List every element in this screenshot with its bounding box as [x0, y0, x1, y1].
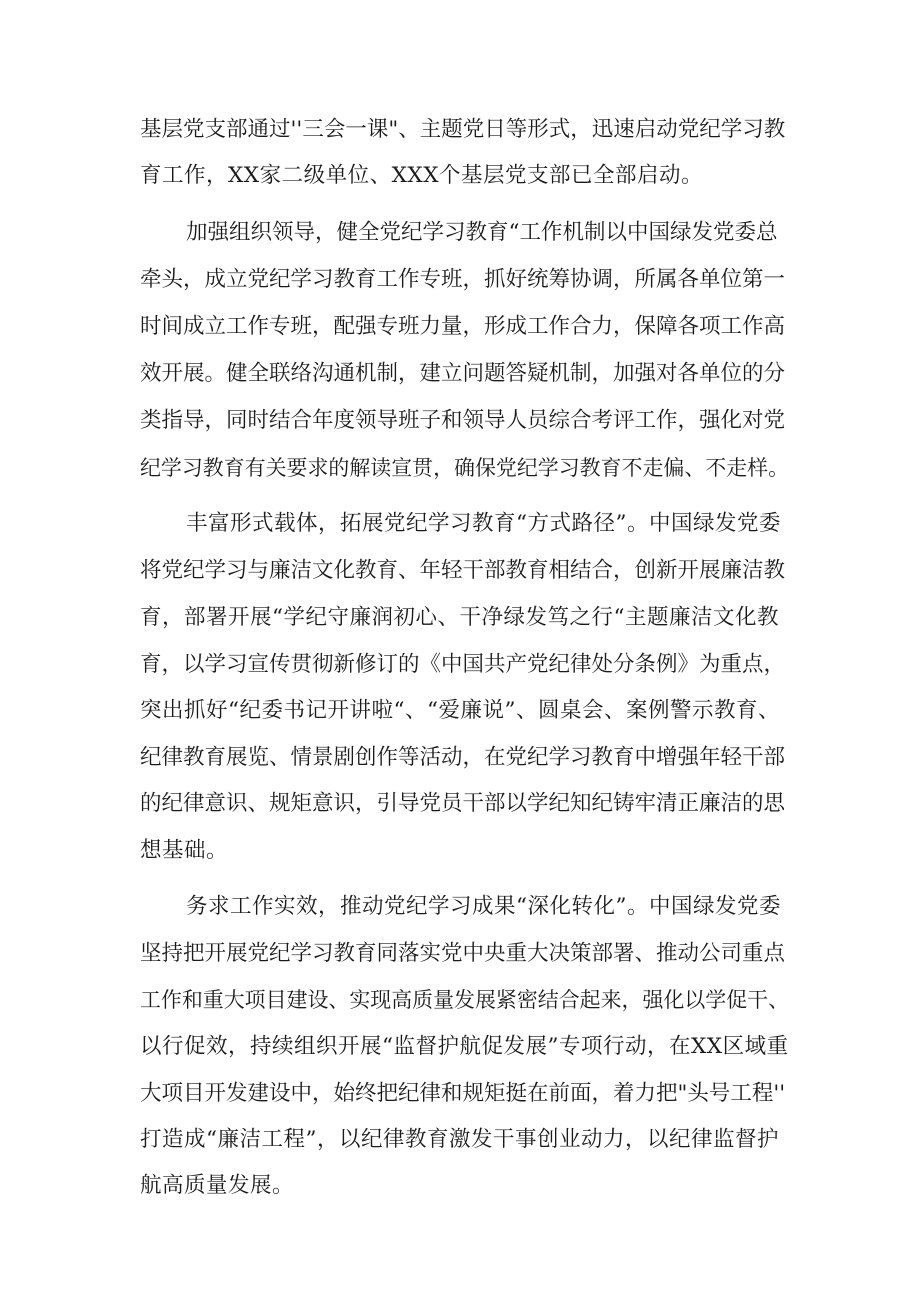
paragraph-4-line-5: 大项目开发建设中，始终把纪律和规矩挺在前面，着力把"头号工程'': [140, 1081, 786, 1106]
paragraph-4-line-3: 工作和重大项目建设、实现高质量发展紧密结合起来，强化以学促干、: [140, 988, 790, 1012]
paragraph-2-line-5: 类指导，同时结合年度领导班子和领导人员综合考评工作，强化对党: [140, 408, 786, 433]
paragraph-4-line-7: 航高质量发展。: [140, 1173, 295, 1198]
paragraph-4-line-6: 打造成“廉洁工程”，以纪律教育激发干事创业动力，以纪律监督护: [140, 1127, 779, 1152]
paragraph-3-line-1: 丰富形式载体，拓展党纪学习教育“方式路径”。中国绿发党委: [186, 511, 781, 536]
paragraph-2-line-4: 效开展。健全联络沟通机制，建立问题答疑机制，加强对各单位的分: [140, 361, 786, 386]
paragraph-3-line-2: 将党纪学习与廉洁文化教育、年轻干部教育相结合，创新开展廉洁教: [140, 558, 786, 583]
paragraph-2-line-3: 时间成立工作专班，配强专班力量，形成工作合力，保障各项工作高: [140, 314, 786, 339]
paragraph-4-line-4: 以行促效，持续组织开展“监督护航促发展”专项行动，在XX区域重: [140, 1034, 789, 1059]
paragraph-4-line-2: 坚持把开展党纪学习教育同落实党中央重大决策部署、推动公司重点: [140, 941, 786, 966]
paragraph-3-line-4: 育，以学习宣传贯彻新修订的《中国共产党纪律处分条例》为重点，: [140, 652, 786, 677]
paragraph-2-line-6: 纪学习教育有关要求的解读宣贯，确保党纪学习教育不走偏、不走样。: [140, 456, 790, 480]
paragraph-3-line-6: 纪律教育展览、情景剧创作等活动，在党纪学习教育中增强年轻干部: [140, 745, 786, 770]
paragraph-3-line-7: 的纪律意识、规矩意识，引导党员干部以学纪知纪铸牢清正廉洁的思: [140, 791, 786, 816]
paragraph-3-line-8: 想基础。: [140, 838, 229, 863]
paragraph-2-line-2: 牵头，成立党纪学习教育工作专班，抓好统筹协调，所属各单位第一: [140, 267, 786, 292]
paragraph-2-line-1: 加强组织领导，健全党纪学习教育“工作机制以中国绿发党委总: [186, 220, 778, 245]
paragraph-3-line-3: 育，部署开展“学纪守廉润初心、干净绿发笃之行“主题廉洁文化教: [140, 605, 779, 630]
paragraph-1-line-2: 育工作，XX家二级单位、XXX个基层党支部已全部启动。: [140, 163, 704, 188]
paragraph-1-line-1: 基层党支部通过''三会一课"、主题党日等形式，迅速启动党纪学习教: [140, 117, 786, 142]
paragraph-4-line-1: 务求工作实效，推动党纪学习成果“深化转化”。中国绿发党委: [186, 894, 781, 919]
paragraph-3-line-5: 突出抓好“纪委书记开讲啦“、“爱廉说”、圆桌会、案例警示教育、: [140, 698, 780, 723]
